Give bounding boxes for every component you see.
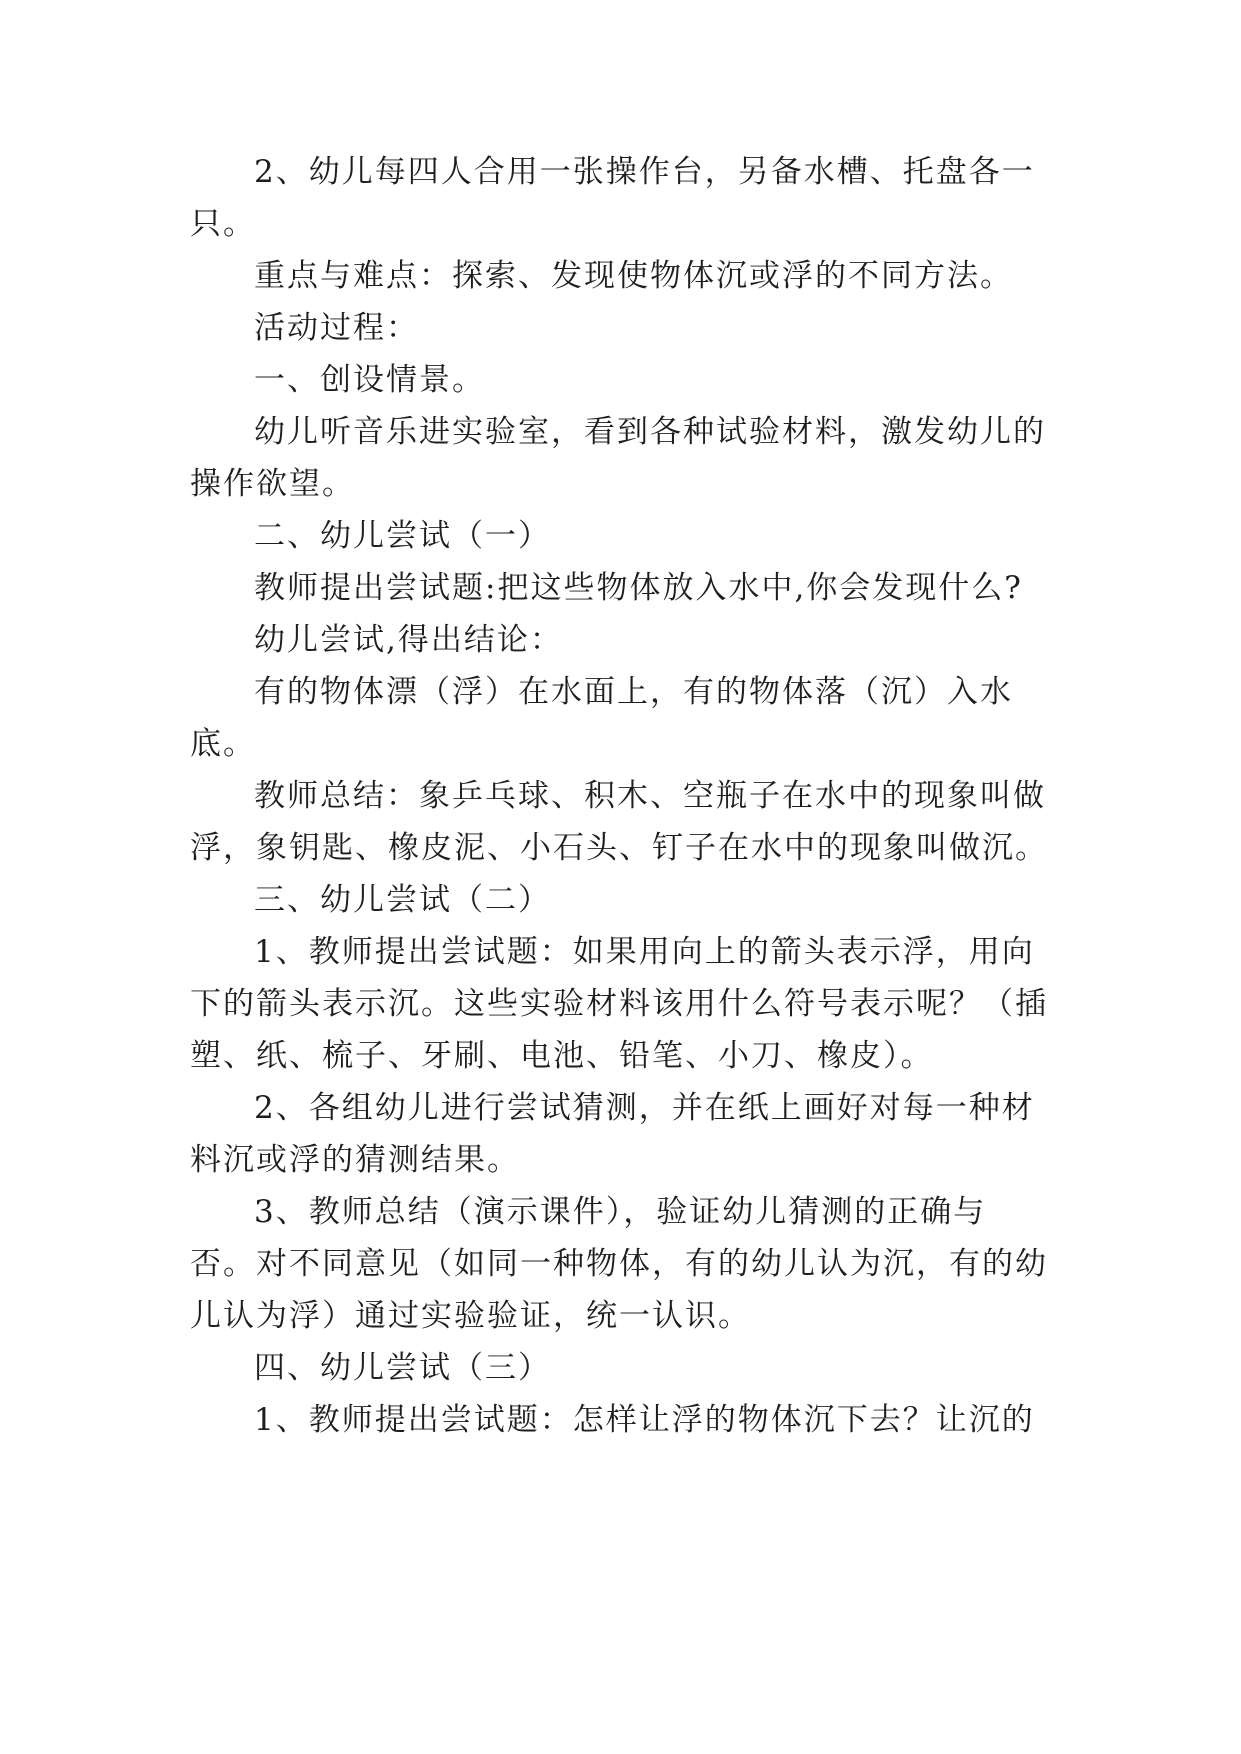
paragraph-question-1: 教师提出尝试题:把这些物体放入水中,你会发现什么? [254,570,1023,606]
paragraph-question-3: 1、教师提出尝试题：怎样让浮的物体沉下去？让沉的 [254,1402,1035,1438]
section-heading-4: 四、幼儿尝试（三） [254,1350,551,1386]
section-heading-2: 二、幼儿尝试（一） [254,518,551,554]
paragraph-enter-lab: 幼儿听音乐进实验室，看到各种试验材料，激发幼儿的操作欲望。 [190,414,1046,502]
paragraph-verify: 3、教师总结（演示课件），验证幼儿猜测的正确与否。对不同意见（如同一种物体，有的幼儿认为沉，有的幼儿认为浮）通过实验验证，统一认识。 [190,1194,1048,1334]
paragraph-teacher-summary: 教师总结：象乒乓球、积木、空瓶子在水中的现象叫做浮，象钥匙、橡皮泥、小石头、钉子在水中的现象叫做沉。 [190,778,1048,866]
paragraph-group-guess: 2、各组幼儿进行尝试猜测，并在纸上画好对每一种材料沉或浮的猜测结果。 [190,1090,1035,1178]
paragraph-question-2: 1、教师提出尝试题：如果用向上的箭头表示浮，用向下的箭头表示沉。这些实验材料该用什么符号表示呢？（插塑、纸、梳子、牙刷、电池、铅笔、小刀、橡皮）。 [190,934,1048,1074]
paragraph-materials-2: 2、幼儿每四人合用一张操作台，另备水槽、托盘各一只。 [190,154,1035,242]
paragraph-key-points: 重点与难点：探索、发现使物体沉或浮的不同方法。 [254,258,1013,294]
paragraph-process-heading: 活动过程： [254,310,419,346]
paragraph-observation: 有的物体漂（浮）在水面上，有的物体落（沉）入水底。 [190,674,1013,762]
paragraph-try-conclude: 幼儿尝试,得出结论： [254,622,563,658]
section-heading-1: 一、创设情景。 [254,362,485,398]
section-heading-3: 三、幼儿尝试（二） [254,882,551,918]
document-body [190,146,1050,1446]
